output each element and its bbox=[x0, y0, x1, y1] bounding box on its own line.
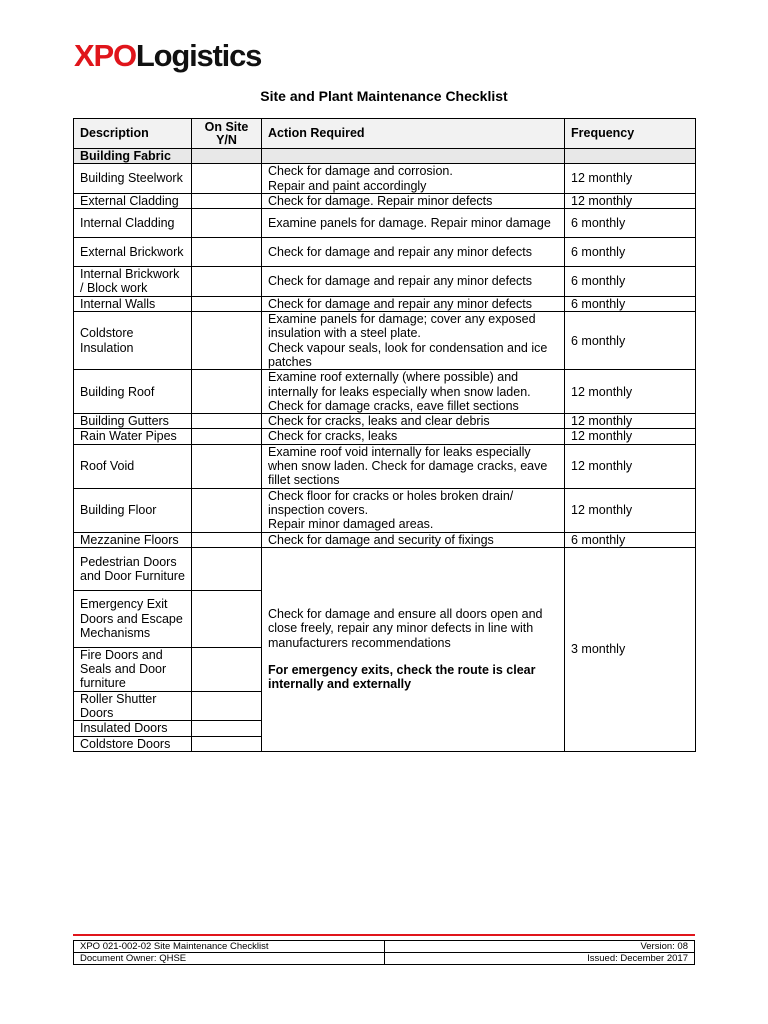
action-text: Check for damage and repair any minor defects bbox=[268, 274, 533, 289]
footer-row bbox=[74, 953, 695, 965]
action-text: Check for damage and repair any minor defects bbox=[268, 296, 533, 311]
row-frequency: 12 monthly bbox=[565, 414, 696, 429]
row-description: Building Steelwork bbox=[74, 164, 192, 194]
table-row bbox=[74, 267, 696, 297]
row-action bbox=[262, 164, 565, 194]
on-site-cell[interactable] bbox=[192, 647, 262, 691]
row-description: Internal Cladding bbox=[74, 209, 192, 238]
row-frequency: 12 monthly bbox=[565, 488, 696, 532]
on-site-cell[interactable] bbox=[192, 736, 262, 751]
row-frequency: 6 monthly bbox=[565, 532, 696, 547]
table-row bbox=[74, 414, 696, 429]
on-site-cell[interactable] bbox=[192, 312, 262, 370]
row-action bbox=[262, 532, 565, 547]
footer-owner: Document Owner: QHSE bbox=[74, 953, 385, 965]
row-frequency: 12 monthly bbox=[565, 164, 696, 194]
action-text-emergency-exits: For emergency exits, check the route is clear internally and externally bbox=[268, 663, 536, 692]
section-row bbox=[74, 149, 696, 164]
action-text: Check vapour seals, look for condensation and ice patches bbox=[268, 340, 548, 369]
table-row bbox=[74, 193, 696, 208]
paragraph-gap bbox=[268, 650, 558, 663]
on-site-cell[interactable] bbox=[192, 164, 262, 194]
row-description: Roof Void bbox=[74, 444, 192, 488]
table-row bbox=[74, 164, 696, 194]
action-text: Check for damage. Repair minor defects bbox=[268, 193, 493, 208]
table-row bbox=[74, 296, 696, 311]
table-row bbox=[74, 312, 696, 370]
table-header-row bbox=[74, 119, 696, 149]
column-header-on-site: On Site Y/N bbox=[192, 119, 262, 149]
row-description: Pedestrian Doors and Door Furniture bbox=[74, 547, 192, 590]
row-description: Building Roof bbox=[74, 370, 192, 414]
action-text: Examine roof externally (where possible) and internally for leaks especially when snow laden. bbox=[268, 370, 531, 399]
action-text: Check for damage and corrosion. bbox=[268, 164, 453, 179]
row-action bbox=[262, 296, 565, 311]
table-row bbox=[74, 444, 696, 488]
footer-issued: Issued: December 2017 bbox=[384, 953, 695, 965]
action-text: Repair minor damaged areas. bbox=[268, 517, 434, 532]
on-site-cell[interactable] bbox=[192, 590, 262, 647]
table-row bbox=[74, 429, 696, 444]
on-site-cell[interactable] bbox=[192, 429, 262, 444]
row-action bbox=[262, 193, 565, 208]
section-empty-cell bbox=[192, 149, 262, 164]
table-row bbox=[74, 209, 696, 238]
table-row bbox=[74, 532, 696, 547]
row-action bbox=[262, 238, 565, 267]
row-description: Coldstore Doors bbox=[74, 736, 192, 751]
row-action bbox=[262, 370, 565, 414]
row-description: Building Gutters bbox=[74, 414, 192, 429]
section-empty-cell bbox=[565, 149, 696, 164]
table-row bbox=[74, 547, 696, 590]
row-action bbox=[262, 429, 565, 444]
table-row bbox=[74, 488, 696, 532]
action-text: Check for damage cracks, eave fillet sections bbox=[268, 398, 519, 413]
column-header-action-required: Action Required bbox=[262, 119, 565, 149]
row-frequency: 6 monthly bbox=[565, 209, 696, 238]
action-text: Check for damage and security of fixings bbox=[268, 532, 494, 547]
door-group-action bbox=[262, 547, 565, 751]
table-row bbox=[74, 370, 696, 414]
row-action bbox=[262, 209, 565, 238]
action-text: Check floor for cracks or holes broken drain/ inspection covers. bbox=[268, 488, 514, 517]
on-site-cell[interactable] bbox=[192, 691, 262, 721]
xpo-logistics-logo bbox=[74, 38, 261, 74]
door-group-frequency: 3 monthly bbox=[565, 547, 696, 751]
document-footer bbox=[73, 940, 695, 965]
row-action bbox=[262, 414, 565, 429]
on-site-cell[interactable] bbox=[192, 209, 262, 238]
row-action bbox=[262, 312, 565, 370]
row-description: External Brickwork bbox=[74, 238, 192, 267]
logo-logistics: Logistics bbox=[135, 38, 262, 73]
row-frequency: 12 monthly bbox=[565, 370, 696, 414]
column-header-description: Description bbox=[74, 119, 192, 149]
row-action bbox=[262, 444, 565, 488]
footer-divider bbox=[73, 934, 695, 936]
table-body bbox=[74, 149, 696, 752]
row-description: Emergency Exit Doors and Escape Mechanisms bbox=[74, 590, 192, 647]
action-text: Check for cracks, leaks and clear debris bbox=[268, 414, 490, 429]
row-description: Roller Shutter Doors bbox=[74, 691, 192, 721]
row-frequency: 6 monthly bbox=[565, 296, 696, 311]
row-action bbox=[262, 488, 565, 532]
action-text: Examine panels for damage; cover any exposed insulation with a steel plate. bbox=[268, 312, 536, 341]
row-description: Insulated Doors bbox=[74, 721, 192, 736]
table-row bbox=[74, 238, 696, 267]
maintenance-checklist-table bbox=[73, 118, 696, 752]
on-site-cell[interactable] bbox=[192, 547, 262, 590]
on-site-cell[interactable] bbox=[192, 488, 262, 532]
row-frequency: 12 monthly bbox=[565, 444, 696, 488]
action-text: Repair and paint accordingly bbox=[268, 178, 427, 193]
row-description: Internal Walls bbox=[74, 296, 192, 311]
action-text: Check for damage and ensure all doors open and close freely, repair any minor defects in line with manufacturers recommendations bbox=[268, 607, 543, 650]
row-action bbox=[262, 267, 565, 297]
row-description: Building Floor bbox=[74, 488, 192, 532]
section-empty-cell bbox=[262, 149, 565, 164]
footer-version: Version: 08 bbox=[384, 941, 695, 953]
row-description: Fire Doors and Seals and Door furniture bbox=[74, 647, 192, 691]
page-title: Site and Plant Maintenance Checklist bbox=[260, 88, 508, 104]
action-text: Check for cracks, leaks bbox=[268, 429, 398, 444]
on-site-cell[interactable] bbox=[192, 721, 262, 736]
on-site-cell[interactable] bbox=[192, 532, 262, 547]
column-header-frequency: Frequency bbox=[565, 119, 696, 149]
row-frequency: 6 monthly bbox=[565, 312, 696, 370]
row-description: Mezzanine Floors bbox=[74, 532, 192, 547]
on-site-cell[interactable] bbox=[192, 370, 262, 414]
row-description: Rain Water Pipes bbox=[74, 429, 192, 444]
row-frequency: 6 monthly bbox=[565, 267, 696, 297]
footer-row bbox=[74, 941, 695, 953]
row-frequency: 12 monthly bbox=[565, 429, 696, 444]
footer-doc-ref: XPO 021-002-02 Site Maintenance Checklist bbox=[74, 941, 385, 953]
on-site-cell[interactable] bbox=[192, 444, 262, 488]
logo-xpo: XPO bbox=[74, 38, 136, 73]
on-site-cell[interactable] bbox=[192, 414, 262, 429]
row-description: Coldstore Insulation bbox=[74, 312, 192, 370]
action-text: Check for damage and repair any minor defects bbox=[268, 245, 533, 260]
row-description: External Cladding bbox=[74, 193, 192, 208]
on-site-cell[interactable] bbox=[192, 267, 262, 297]
row-frequency: 12 monthly bbox=[565, 193, 696, 208]
on-site-cell[interactable] bbox=[192, 193, 262, 208]
row-frequency: 6 monthly bbox=[565, 238, 696, 267]
section-label: Building Fabric bbox=[74, 149, 192, 164]
on-site-cell[interactable] bbox=[192, 238, 262, 267]
on-site-cell[interactable] bbox=[192, 296, 262, 311]
action-text: Examine roof void internally for leaks especially when snow laden. Check for damage cracks, eave fillet sections bbox=[268, 444, 548, 488]
action-text: Examine panels for damage. Repair minor damage bbox=[268, 216, 551, 231]
row-description: Internal Brickwork / Block work bbox=[74, 267, 192, 297]
